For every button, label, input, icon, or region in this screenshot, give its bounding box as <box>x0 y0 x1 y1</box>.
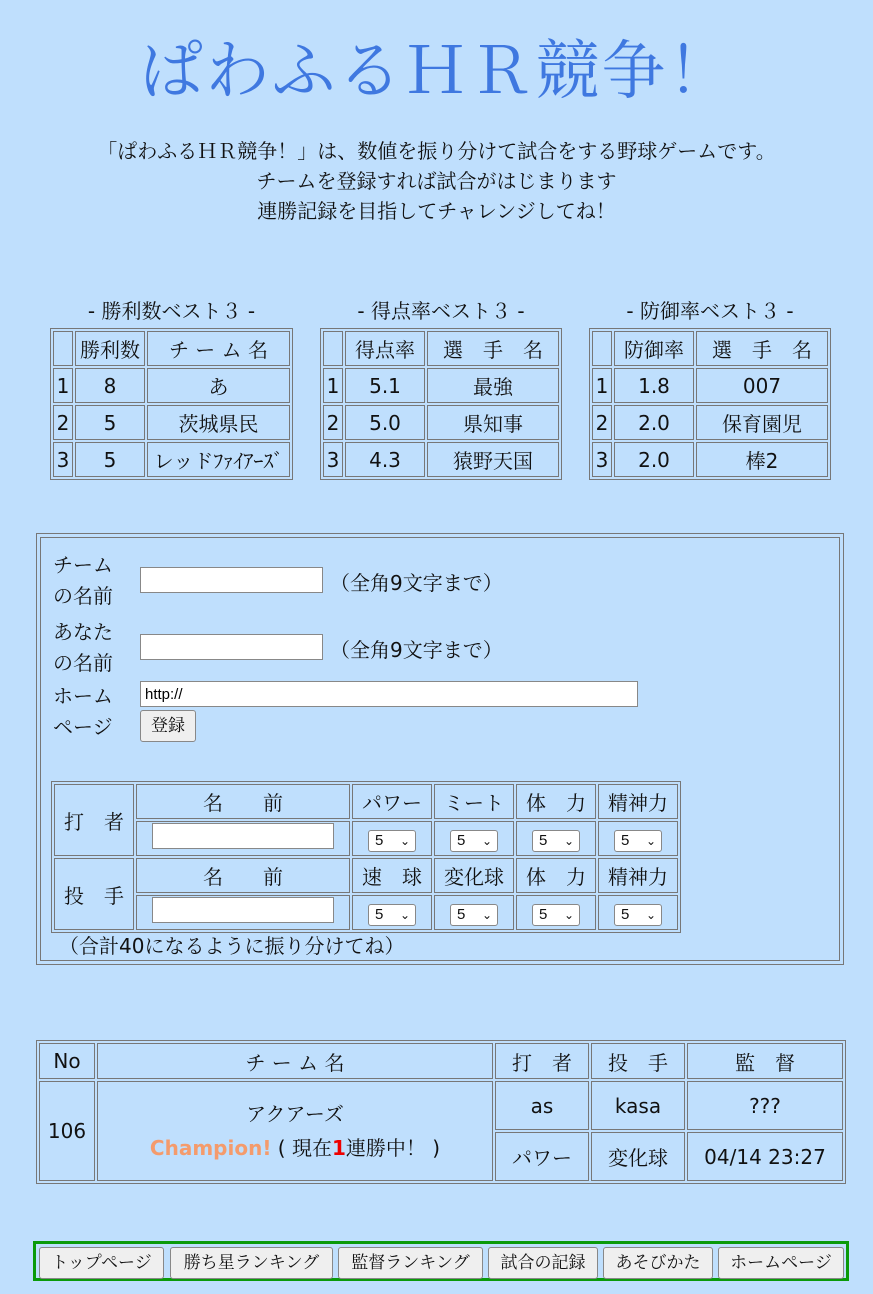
rank-header <box>53 331 73 366</box>
team-name-label-line: チーム <box>53 553 113 577</box>
chevron-down-icon: ⌄ <box>563 907 574 922</box>
streak-prefix: ( 現在 <box>271 1136 332 1160</box>
select-value: 5 <box>621 831 630 849</box>
your-name-label-line: の名前 <box>53 651 113 675</box>
team-cell: あ <box>147 368 290 403</box>
era-header: 防御率 <box>614 331 694 366</box>
team-streak <box>99 1131 491 1165</box>
batter-stat-header: ミート <box>434 784 514 819</box>
batter-type-cell: パワー <box>495 1132 589 1181</box>
select-value: 5 <box>457 831 466 849</box>
chevron-down-icon: ⌄ <box>645 907 656 922</box>
pitcher-stamina-cell <box>516 895 596 930</box>
registration-form-inner <box>40 537 840 961</box>
defense-best3-table <box>589 328 831 480</box>
intro-line: 「ぱわふるＨＲ競争！」は、数値を振り分けて試合をする野球ゲームです。 <box>97 139 776 163</box>
table-row <box>53 368 290 403</box>
team-name-header: チ ー ム 名 <box>147 331 290 366</box>
select-value: 5 <box>375 905 384 923</box>
streak-count: 1 <box>331 1136 346 1160</box>
homepage-input[interactable] <box>140 681 638 707</box>
pitcher-spirit-cell <box>598 895 678 930</box>
batter-name-header: 名 前 <box>136 784 350 819</box>
batter-stamina-select[interactable] <box>532 830 580 852</box>
rank-cell: 1 <box>53 368 73 403</box>
your-name-note: （全角9文字まで） <box>330 638 503 662</box>
table-row <box>323 405 559 440</box>
page-title: ぱわふるＨＲ競争！ <box>139 35 734 109</box>
nav-how-to-play[interactable]: あそびかた <box>603 1247 713 1279</box>
homepage-label <box>53 681 113 743</box>
table-row <box>53 405 290 440</box>
team-no-cell: 106 <box>39 1081 95 1181</box>
register-button[interactable]: 登録 <box>140 710 196 742</box>
team-info-cell <box>97 1081 493 1181</box>
team-name-note: （全角9文字まで） <box>330 571 503 595</box>
intro-text <box>0 136 873 226</box>
table-row <box>592 405 828 440</box>
wins-header: 勝利数 <box>75 331 145 366</box>
your-name-label-line: あなた <box>53 620 113 644</box>
your-name-label <box>53 617 113 679</box>
chevron-down-icon: ⌄ <box>563 833 574 848</box>
era-cell: 2.0 <box>614 405 694 440</box>
wins-cell: 5 <box>75 405 145 440</box>
rank-cell: 1 <box>592 368 612 403</box>
footer-nav <box>33 1241 849 1281</box>
table-row <box>323 368 559 403</box>
select-value: 5 <box>539 905 548 923</box>
rank-header <box>323 331 343 366</box>
batter-name-cell <box>136 821 350 856</box>
registration-form <box>36 533 844 965</box>
batter-stat-header: 精神力 <box>598 784 678 819</box>
batter-power-select[interactable] <box>368 830 416 852</box>
player-cell: 棒2 <box>696 442 828 477</box>
pitcher-label: 投 手 <box>54 858 134 930</box>
player-name-header: 選 手 名 <box>696 331 828 366</box>
scoring-best3-caption: - 得点率ベスト３ - <box>357 299 525 323</box>
scoring-cell: 4.3 <box>345 442 425 477</box>
pitcher-fastball-cell <box>352 895 432 930</box>
pitcher-name-header: 名 前 <box>136 858 350 893</box>
homepage-label-line: ホーム <box>53 684 113 708</box>
player-stats-table <box>51 781 681 933</box>
intro-line: 連勝記録を目指してチャレンジしてね！ <box>257 199 616 223</box>
rank-cell: 3 <box>53 442 73 477</box>
chevron-down-icon: ⌄ <box>481 833 492 848</box>
batter-power-cell <box>352 821 432 856</box>
streak-suffix: 連勝中！ ) <box>345 1136 441 1160</box>
rank-cell: 2 <box>323 405 343 440</box>
select-value: 5 <box>375 831 384 849</box>
scoring-cell: 5.1 <box>345 368 425 403</box>
select-value: 5 <box>539 831 548 849</box>
pitcher-type-cell: 変化球 <box>591 1132 685 1181</box>
batter-stamina-cell <box>516 821 596 856</box>
pitcher-breaking-cell <box>434 895 514 930</box>
batter-meet-cell <box>434 821 514 856</box>
batter-spirit-select[interactable] <box>614 830 662 852</box>
champion-label: Champion! <box>149 1136 272 1160</box>
pitcher-name-cell: kasa <box>591 1081 685 1130</box>
player-cell: 007 <box>696 368 828 403</box>
your-name-input[interactable] <box>140 634 323 660</box>
manager-name-cell: ??? <box>687 1081 843 1130</box>
batter-name-input[interactable] <box>152 823 334 849</box>
select-value: 5 <box>621 905 630 923</box>
player-cell: 県知事 <box>427 405 559 440</box>
batter-stat-header: 体 力 <box>516 784 596 819</box>
pitcher-name-input[interactable] <box>152 897 334 923</box>
batter-header: 打 者 <box>495 1043 589 1079</box>
batter-name-cell: as <box>495 1081 589 1130</box>
nav-match-records[interactable]: 試合の記録 <box>488 1247 598 1279</box>
table-row <box>592 442 828 477</box>
pitcher-stat-header: 体 力 <box>516 858 596 893</box>
rank-cell: 3 <box>592 442 612 477</box>
scoring-cell: 5.0 <box>345 405 425 440</box>
table-row <box>323 442 559 477</box>
pitcher-header: 投 手 <box>591 1043 685 1079</box>
team-cell: レッドﾌｧｲｱｰｽﾞ <box>147 442 290 477</box>
player-name-header: 選 手 名 <box>427 331 559 366</box>
pitcher-name-cell <box>136 895 350 930</box>
wins-cell: 5 <box>75 442 145 477</box>
select-value: 5 <box>457 905 466 923</box>
pitcher-fastball-select[interactable] <box>368 904 416 926</box>
defense-best3-caption: - 防御率ベスト３ - <box>626 299 794 323</box>
chevron-down-icon: ⌄ <box>399 833 410 848</box>
chevron-down-icon: ⌄ <box>399 907 410 922</box>
pitcher-stat-header: 変化球 <box>434 858 514 893</box>
pitcher-breaking-select[interactable] <box>450 904 498 926</box>
wins-best3-table <box>50 328 293 480</box>
team-name: アクアーズ <box>246 1102 344 1126</box>
team-name-label <box>53 550 113 612</box>
player-cell: 保育園児 <box>696 405 828 440</box>
defense-best3 <box>589 295 831 480</box>
rank-cell: 2 <box>592 405 612 440</box>
scoring-best3-table <box>320 328 562 480</box>
batter-spirit-cell <box>598 821 678 856</box>
team-cell: 茨城県民 <box>147 405 290 440</box>
team-name-header: チ ー ム 名 <box>97 1043 493 1079</box>
rank-cell: 3 <box>323 442 343 477</box>
nav-win-ranking[interactable]: 勝ち星ランキング <box>170 1247 333 1279</box>
chevron-down-icon: ⌄ <box>645 833 656 848</box>
no-header: No <box>39 1043 95 1079</box>
registered-date-cell: 04/14 23:27 <box>687 1132 843 1181</box>
wins-best3 <box>50 295 293 480</box>
table-row <box>53 442 290 477</box>
rank-header <box>592 331 612 366</box>
pitcher-spirit-select[interactable] <box>614 904 662 926</box>
manager-header: 監 督 <box>687 1043 843 1079</box>
nav-homepage[interactable]: ホームページ <box>718 1247 844 1279</box>
scoring-header: 得点率 <box>345 331 425 366</box>
intro-line: チームを登録すれば試合がはじまります <box>256 169 617 193</box>
homepage-label-line: ページ <box>53 715 113 739</box>
player-cell: 最強 <box>427 368 559 403</box>
chevron-down-icon: ⌄ <box>481 907 492 922</box>
team-name-input[interactable] <box>140 567 323 593</box>
pitcher-stat-header: 精神力 <box>598 858 678 893</box>
batter-meet-select[interactable] <box>450 830 498 852</box>
rank-cell: 2 <box>53 405 73 440</box>
pitcher-stamina-select[interactable] <box>532 904 580 926</box>
wins-cell: 8 <box>75 368 145 403</box>
table-row <box>592 368 828 403</box>
batter-label: 打 者 <box>54 784 134 856</box>
scoring-best3 <box>320 295 562 480</box>
nav-manager-ranking[interactable]: 監督ランキング <box>338 1247 483 1279</box>
team-name-label-line: の名前 <box>53 584 113 608</box>
nav-top-page[interactable]: トップページ <box>39 1247 164 1279</box>
era-cell: 2.0 <box>614 442 694 477</box>
pitcher-stat-header: 速 球 <box>352 858 432 893</box>
player-cell: 猿野天国 <box>427 442 559 477</box>
current-team-table <box>36 1040 846 1184</box>
rank-cell: 1 <box>323 368 343 403</box>
wins-best3-caption: - 勝利数ベスト３ - <box>87 299 256 323</box>
batter-stat-header: パワー <box>352 784 432 819</box>
era-cell: 1.8 <box>614 368 694 403</box>
total-points-note: （合計40になるように振り分けてね） <box>59 934 405 958</box>
